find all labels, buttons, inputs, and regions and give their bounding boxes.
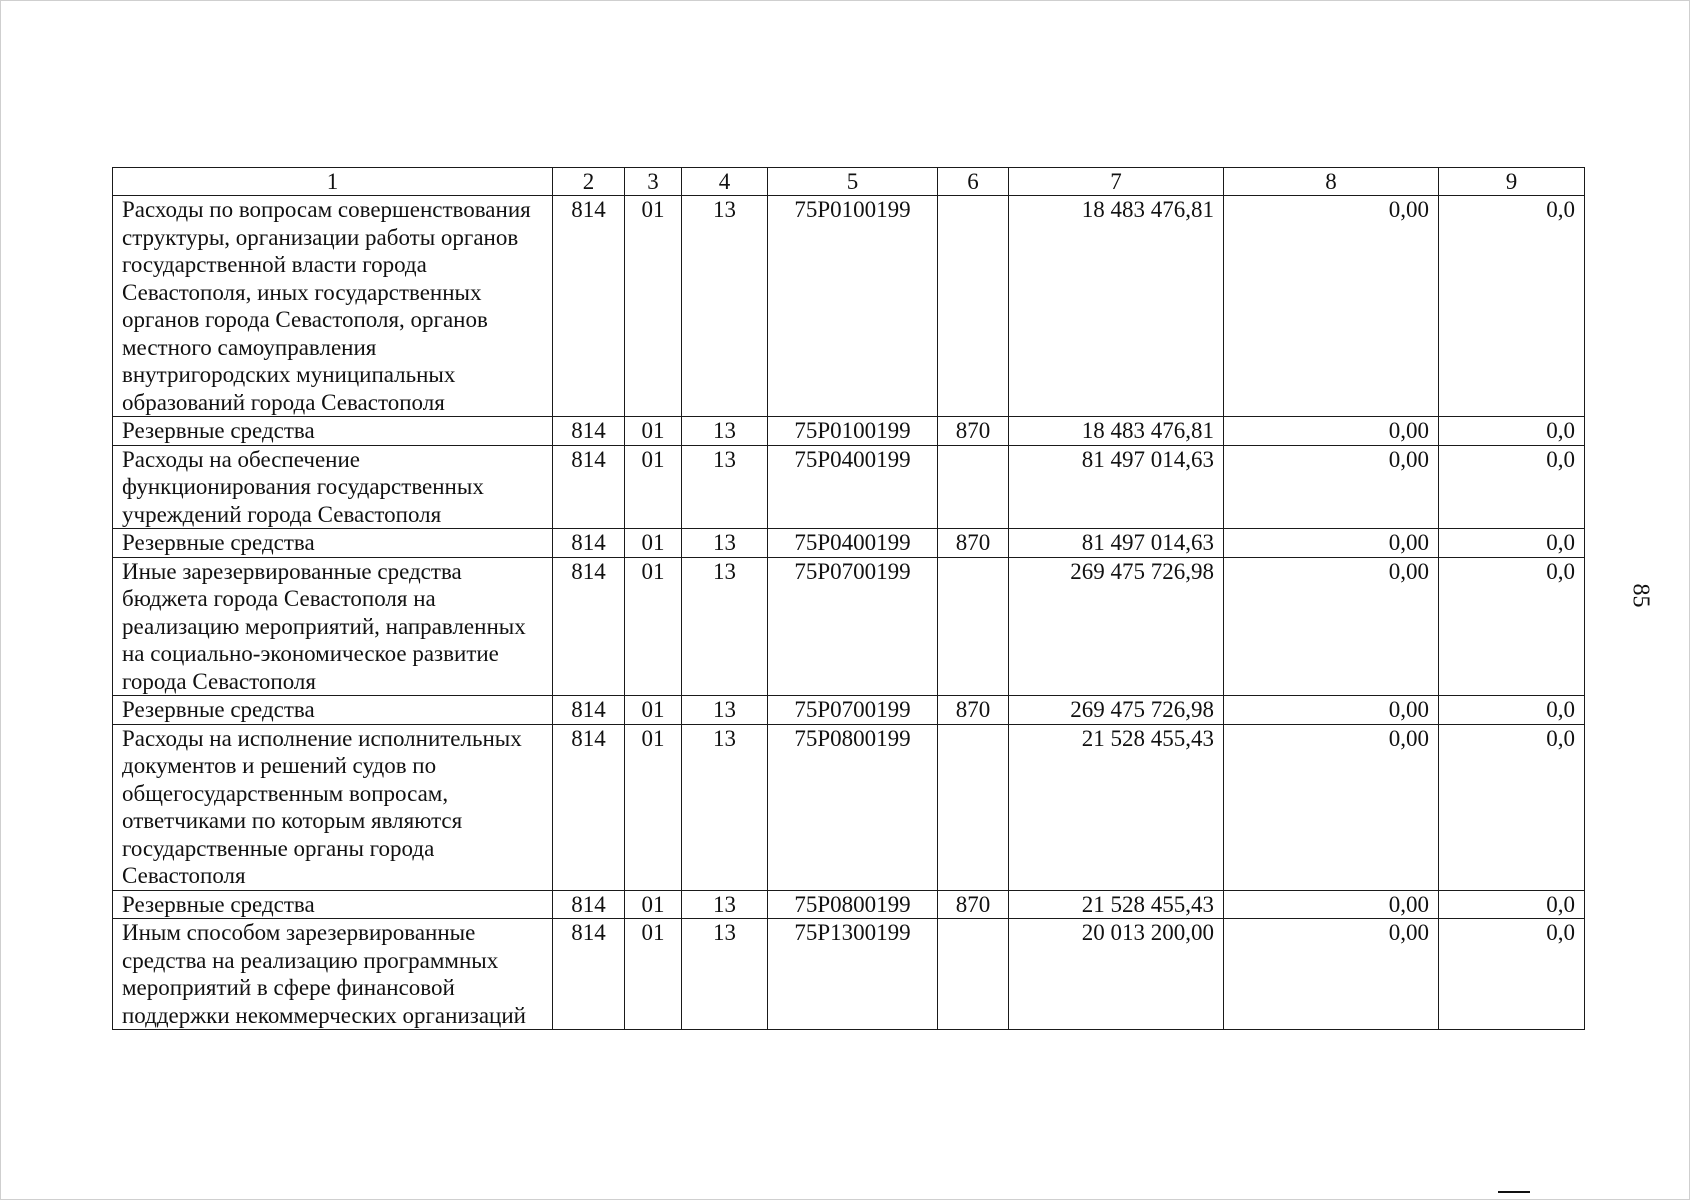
amount-col-7: 21 528 455,43 <box>1009 890 1224 919</box>
amount-col-7: 18 483 476,81 <box>1009 196 1224 417</box>
target-article-code: 75Р0100199 <box>768 417 938 446</box>
grbs-code: 814 <box>553 696 625 725</box>
amount-col-8: 0,00 <box>1224 557 1439 696</box>
amount-col-7: 21 528 455,43 <box>1009 724 1224 890</box>
subsection-code: 13 <box>682 529 768 558</box>
table-row <box>113 919 1585 1030</box>
expense-type-code <box>938 557 1009 696</box>
table-row <box>113 417 1585 446</box>
grbs-code: 814 <box>553 529 625 558</box>
expense-type-code <box>938 724 1009 890</box>
section-code: 01 <box>625 696 682 725</box>
target-article-code: 75Р0700199 <box>768 696 938 725</box>
amount-col-7: 81 497 014,63 <box>1009 445 1224 529</box>
table-body <box>113 196 1585 1030</box>
table-row <box>113 196 1585 417</box>
expense-name: Расходы на исполнение исполнительных документов и решений судов по общегосударственным вопросам, ответчиками по которым являются государственные органы города Севастополя <box>113 724 553 890</box>
amount-col-7: 20 013 200,00 <box>1009 919 1224 1030</box>
header-col-3: 3 <box>625 168 682 196</box>
target-article-code: 75Р0400199 <box>768 445 938 529</box>
amount-col-9: 0,0 <box>1439 919 1585 1030</box>
header-col-6: 6 <box>938 168 1009 196</box>
header-col-1: 1 <box>113 168 553 196</box>
amount-col-7: 269 475 726,98 <box>1009 696 1224 725</box>
grbs-code: 814 <box>553 445 625 529</box>
section-code: 01 <box>625 417 682 446</box>
amount-col-9: 0,0 <box>1439 557 1585 696</box>
expense-type-code <box>938 919 1009 1030</box>
expense-type-code: 870 <box>938 417 1009 446</box>
subsection-code: 13 <box>682 890 768 919</box>
header-col-5: 5 <box>768 168 938 196</box>
section-code: 01 <box>625 890 682 919</box>
target-article-code: 75Р1300199 <box>768 919 938 1030</box>
header-col-7: 7 <box>1009 168 1224 196</box>
expense-name: Расходы по вопросам совершенствования структуры, организации работы органов государственной власти города Севастополя, иных государственных органов города Севастополя, органов местного самоуправления внутригородских муниципальных образований города Севастополя <box>113 196 553 417</box>
section-code: 01 <box>625 445 682 529</box>
expense-type-code: 870 <box>938 696 1009 725</box>
expense-type-code: 870 <box>938 890 1009 919</box>
expense-name: Резервные средства <box>113 696 553 725</box>
amount-col-8: 0,00 <box>1224 696 1439 725</box>
amount-col-8: 0,00 <box>1224 417 1439 446</box>
header-col-4: 4 <box>682 168 768 196</box>
amount-col-8: 0,00 <box>1224 529 1439 558</box>
header-col-9: 9 <box>1439 168 1585 196</box>
amount-col-8: 0,00 <box>1224 445 1439 529</box>
amount-col-7: 18 483 476,81 <box>1009 417 1224 446</box>
expense-type-code <box>938 445 1009 529</box>
amount-col-7: 81 497 014,63 <box>1009 529 1224 558</box>
amount-col-9: 0,0 <box>1439 724 1585 890</box>
amount-col-9: 0,0 <box>1439 890 1585 919</box>
section-code: 01 <box>625 196 682 417</box>
table-row <box>113 890 1585 919</box>
header-col-8: 8 <box>1224 168 1439 196</box>
expense-name: Резервные средства <box>113 417 553 446</box>
header-col-2: 2 <box>553 168 625 196</box>
budget-table <box>112 167 1585 1030</box>
grbs-code: 814 <box>553 417 625 446</box>
page-number: 85 <box>1627 583 1654 608</box>
target-article-code: 75Р0800199 <box>768 890 938 919</box>
amount-col-9: 0,0 <box>1439 529 1585 558</box>
subsection-code: 13 <box>682 557 768 696</box>
target-article-code: 75Р0700199 <box>768 557 938 696</box>
grbs-code: 814 <box>553 196 625 417</box>
expense-name: Резервные средства <box>113 529 553 558</box>
target-article-code: 75Р0800199 <box>768 724 938 890</box>
amount-col-9: 0,0 <box>1439 696 1585 725</box>
section-code: 01 <box>625 529 682 558</box>
expense-type-code: 870 <box>938 529 1009 558</box>
section-code: 01 <box>625 724 682 890</box>
expense-name: Резервные средства <box>113 890 553 919</box>
table-row <box>113 529 1585 558</box>
amount-col-9: 0,0 <box>1439 196 1585 417</box>
amount-col-8: 0,00 <box>1224 890 1439 919</box>
grbs-code: 814 <box>553 890 625 919</box>
amount-col-8: 0,00 <box>1224 919 1439 1030</box>
subsection-code: 13 <box>682 417 768 446</box>
subsection-code: 13 <box>682 919 768 1030</box>
subsection-code: 13 <box>682 724 768 890</box>
target-article-code: 75Р0100199 <box>768 196 938 417</box>
expense-name: Иные зарезервированные средства бюджета города Севастополя на реализацию мероприятий, направленных на социально-экономическое развитие города Севастополя <box>113 557 553 696</box>
expense-name: Иным способом зарезервированные средства на реализацию программных мероприятий в сфере финансовой поддержки некоммерческих организаций <box>113 919 553 1030</box>
expense-name: Расходы на обеспечение функционирования государственных учреждений города Севастополя <box>113 445 553 529</box>
amount-col-7: 269 475 726,98 <box>1009 557 1224 696</box>
table-row <box>113 696 1585 725</box>
subsection-code: 13 <box>682 196 768 417</box>
header-row <box>113 168 1585 196</box>
target-article-code: 75Р0400199 <box>768 529 938 558</box>
grbs-code: 814 <box>553 724 625 890</box>
grbs-code: 814 <box>553 557 625 696</box>
table-row <box>113 557 1585 696</box>
section-code: 01 <box>625 557 682 696</box>
amount-col-8: 0,00 <box>1224 724 1439 890</box>
subsection-code: 13 <box>682 696 768 725</box>
table-row <box>113 724 1585 890</box>
expense-type-code <box>938 196 1009 417</box>
section-code: 01 <box>625 919 682 1030</box>
amount-col-8: 0,00 <box>1224 196 1439 417</box>
footer-mark <box>1498 1191 1530 1193</box>
grbs-code: 814 <box>553 919 625 1030</box>
amount-col-9: 0,0 <box>1439 445 1585 529</box>
amount-col-9: 0,0 <box>1439 417 1585 446</box>
table-row <box>113 445 1585 529</box>
subsection-code: 13 <box>682 445 768 529</box>
table-header <box>113 168 1585 196</box>
